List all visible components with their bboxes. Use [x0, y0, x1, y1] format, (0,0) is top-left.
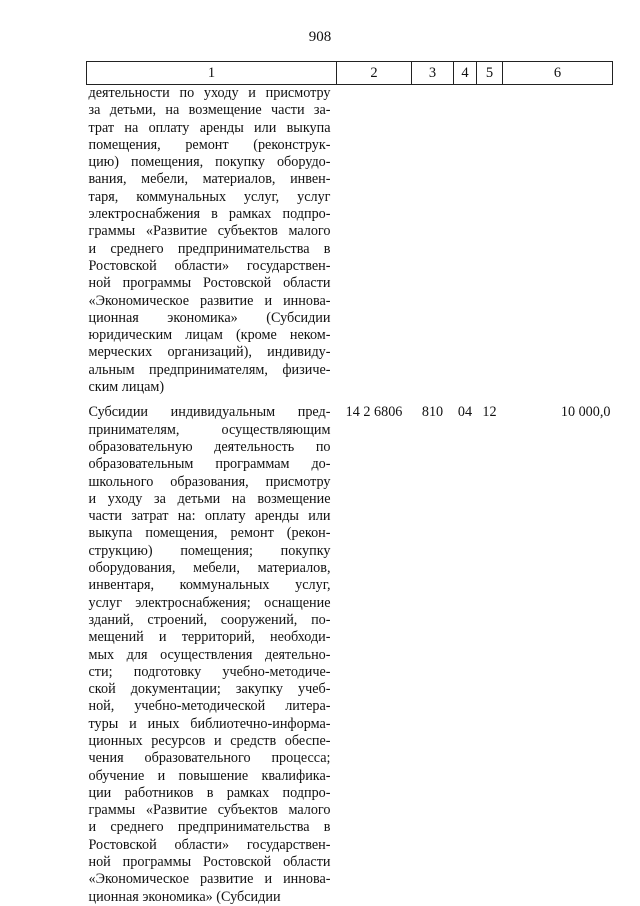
- description-line: юридическим лицам (кроме неком-: [88, 327, 331, 344]
- section-cell: 04: [457, 404, 473, 421]
- description-line: мещений и территорий, необходи-: [88, 629, 331, 646]
- description-line: и уходу за детьми на возмещение: [88, 490, 331, 507]
- description-line: ной программы Ростовской области: [88, 275, 331, 292]
- description-line: и среднего предпринимательства в: [88, 240, 331, 257]
- description-line: ной программы Ростовской области: [88, 854, 331, 871]
- amount-cell: [503, 85, 613, 397]
- description-line: сти; подготовку учебно-методиче-: [88, 663, 331, 680]
- row-description: [87, 85, 337, 397]
- expense-type-cell: 810: [421, 404, 444, 421]
- subsection-cell: [477, 85, 503, 397]
- description-line: деятельности по уходу и присмотру: [88, 85, 331, 101]
- description-line: мерческих организаций), индивиду-: [88, 344, 331, 361]
- description-line: мых для осуществления деятельно-: [88, 646, 331, 663]
- description-line: принимателям, осуществляющим: [88, 421, 331, 438]
- description-line: таря, коммунальных услуг, услуг: [88, 188, 331, 205]
- description-line: за детьми, на возмещение части за-: [88, 102, 331, 119]
- amount-cell: 10 000,0: [560, 404, 611, 421]
- description-line: школьного образования, присмотру: [88, 473, 331, 490]
- description-line: услуг электроснабжения; оснащение: [88, 594, 331, 611]
- description-line: электроснабжения в рамках подпро-: [88, 206, 331, 223]
- description-line: помещения, ремонт (реконструк-: [88, 136, 331, 153]
- table-header-row: [87, 62, 613, 85]
- column-header-4: 4: [454, 62, 477, 85]
- description-line: выкупа помещения, ремонт (рекон-: [88, 525, 331, 542]
- row-description: [87, 396, 337, 906]
- description-line: туры и иных библиотечно-информа-: [88, 715, 331, 732]
- table-row: [87, 85, 613, 397]
- section-cell: [454, 85, 477, 397]
- description-line: ной, учебно-методической литера-: [88, 698, 331, 715]
- description-line: трат на оплату аренды или выкупа: [88, 119, 331, 136]
- table-row: [87, 396, 613, 906]
- description-line: вания, мебели, материалов, инвен-: [88, 171, 331, 188]
- description-line: граммы «Развитие субъектов малого: [88, 223, 331, 240]
- description-line: образовательную деятельность по: [88, 438, 331, 455]
- description-line: «Экономическое развитие и иннова-: [88, 871, 331, 888]
- description-line: Ростовской области» государствен-: [88, 257, 331, 274]
- column-header-5: 5: [477, 62, 503, 85]
- description-line: Ростовской области» государствен-: [88, 836, 331, 853]
- column-header-1: 1: [87, 62, 337, 85]
- description-line: обучение и повышение квалифика-: [88, 767, 331, 784]
- description-line: цию) помещения, покупку оборудо-: [88, 154, 331, 171]
- description-line: ции работников в рамках подпро-: [88, 784, 331, 801]
- column-header-6: 6: [503, 62, 613, 85]
- description-line: ским лицам): [88, 379, 165, 396]
- column-header-2: 2: [337, 62, 412, 85]
- description-line: и среднего предпринимательства в: [88, 819, 331, 836]
- column-header-3: 3: [412, 62, 454, 85]
- target-article-cell: 14 2 6806: [345, 404, 403, 421]
- expense-type-cell: [412, 85, 454, 397]
- description-line: ской документации; закупку учеб-: [88, 681, 331, 698]
- description-line: чения образовательного процесса;: [88, 750, 331, 767]
- description-line: ционная экономика» (Субсидии: [88, 888, 281, 905]
- description-line: граммы «Развитие субъектов малого: [88, 802, 331, 819]
- description-line: образовательным программам до-: [88, 456, 331, 473]
- description-line: Субсидии индивидуальным пред-: [88, 404, 331, 421]
- description-line: инвентаря, коммунальных услуг,: [88, 577, 331, 594]
- description-line: ционная экономика» (Субсидии: [88, 309, 331, 326]
- description-line: альным предпринимателям, физиче-: [88, 361, 331, 378]
- page-number: 908: [308, 29, 332, 45]
- description-line: оборудования, мебели, материалов,: [88, 560, 331, 577]
- description-line: струкцию) помещения; покупку: [88, 542, 331, 559]
- budget-table: [86, 61, 613, 906]
- description-line: части затрат на: оплату аренды или: [88, 508, 331, 525]
- description-line: зданий, строений, сооружений, по-: [88, 611, 331, 628]
- description-line: ционных ресурсов и средств обеспе-: [88, 732, 331, 749]
- target-article-cell: [337, 85, 412, 397]
- subsection-cell: 12: [482, 404, 497, 421]
- description-line: «Экономическое развитие и иннова-: [88, 292, 331, 309]
